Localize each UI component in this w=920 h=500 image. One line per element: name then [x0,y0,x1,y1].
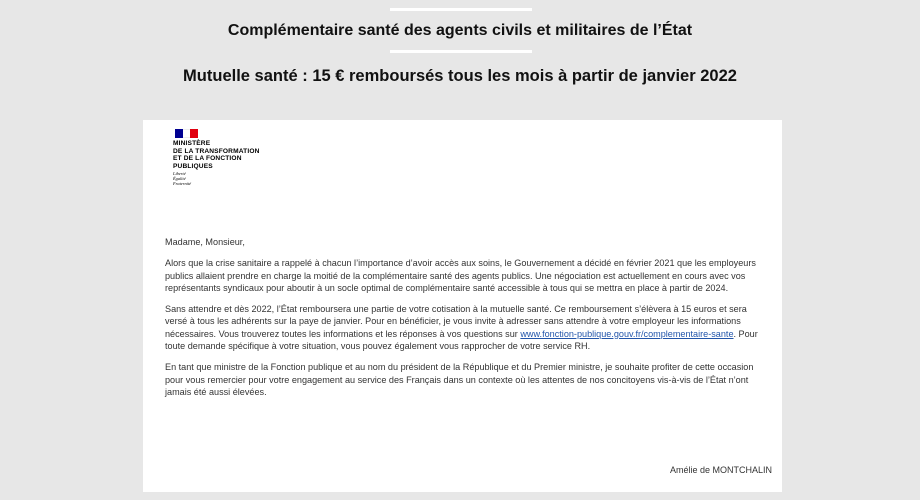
letter-greeting: Madame, Monsieur, [165,237,245,247]
letter-card [143,120,782,492]
paragraph-2-text-end: . Pour toute demande spécifique à votre situation, vous pouvez également vous rapprocher de votre service RH. [165,328,758,352]
letter-paragraph-2 [165,303,765,352]
page-title: Complémentaire santé des agents civils et militaires de l’État [227,22,693,39]
complementaire-sante-link[interactable]: www.fonction-publique.gouv.fr/complementaire-sante [520,328,734,339]
letter-paragraph-3: En tant que ministre de la Fonction publique et au nom du président de la République et du Premier ministre, je souhaite profiter de cette occasion pour vous remercier pour votre engagement au service des Français dans un contexte où les attentes de nos concitoyens vis-à-vis de l’État n’ont jamais été aussi élevées. [165,362,754,397]
french-flag-icon [175,129,198,138]
ministry-name-line: PUBLIQUES [173,162,213,170]
ministry-name-line: MINISTÈRE [173,140,211,147]
ministry-name-line: ET DE LA FONCTION [173,155,242,163]
motto-line: Liberté [173,171,186,177]
page-subtitle: Mutuelle santé : 15 € remboursés tous les mois à partir de janvier 2022 [183,67,737,85]
motto-line: Fraternité [173,180,192,186]
letter-body [165,236,765,407]
letter-paragraph-1: Alors que la crise sanitaire a rappelé à chacun l’importance d’avoir accès aux soins, le Gouvernement a décidé en février 2021 que les employeurs publics allaient prendre en charge la moitié de la complémentaire santé des agents publics. Une négociation est actuellement en cours avec vos représentants syndicaux pour aboutir à un socle optimal de complémentaire santé accessible à tous qui se mettra en place à partir de 2024. [165,258,756,293]
republic-motto [173,172,260,186]
ministry-logo [173,129,260,187]
header-middle-rule [390,50,532,53]
page-header [0,0,920,120]
ministry-name [173,140,260,170]
letter-signature: Amélie de MONTCHALIN [669,465,772,475]
ministry-name-line: DE LA TRANSFORMATION [173,147,260,155]
paragraph-2-text: Sans attendre et dès 2022, l’État remboursera une partie de votre cotisation à la mutuelle santé. Ce remboursement s’élèvera à 15 euros et sera versé à tous les adhérents sur la paye de janvier. Pour en bénéficier, je vous invite à adresser sans attendre à votre employeur les informations nécessaires. Vous trouverez toutes les informations et les réponses à vos questions sur [165,304,747,339]
motto-line: Égalité [173,176,186,182]
header-top-rule [390,8,532,11]
